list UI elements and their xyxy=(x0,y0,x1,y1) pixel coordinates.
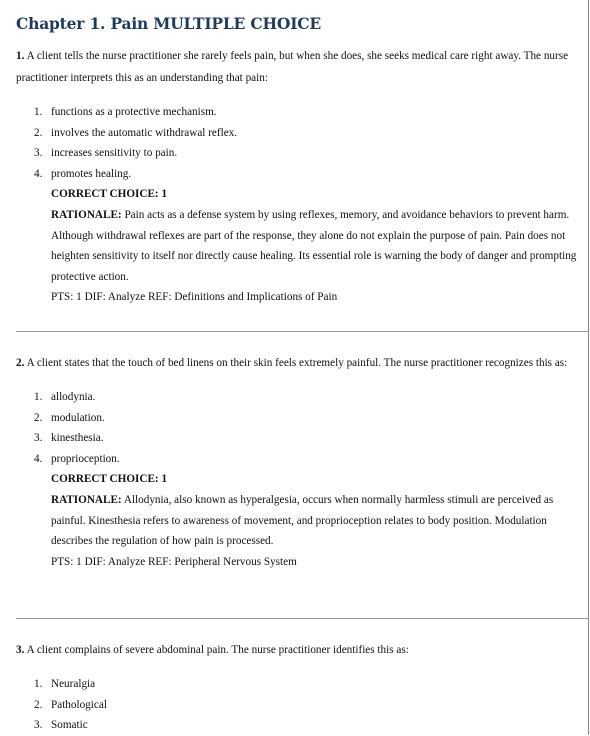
answer-option[interactable] xyxy=(16,102,582,123)
answer-option[interactable] xyxy=(16,428,582,449)
section-divider xyxy=(16,331,588,332)
option-text: promotes healing. xyxy=(51,167,132,180)
chapter-title: Chapter 1. Pain MULTIPLE CHOICE xyxy=(16,14,322,33)
option-text: Somatic xyxy=(51,719,88,732)
page-edge-line xyxy=(588,0,589,735)
rationale-label: RATIONALE: xyxy=(51,493,122,506)
answer-options xyxy=(16,674,582,736)
answer-block xyxy=(16,184,582,308)
answer-option[interactable] xyxy=(16,674,582,695)
option-text: Neuralgia xyxy=(51,678,96,690)
answer-option[interactable] xyxy=(16,449,582,470)
answer-option[interactable] xyxy=(16,387,582,408)
rationale-text: Allodynia, also known as hyperalgesia, occurs when normally harmless stimuli are perceived as painful. Kinesthesia refers to awareness of movement, and proprioception relates to body position. Modulation describes the regulation of how pain is processed. xyxy=(51,493,554,548)
option-number: 1. xyxy=(34,106,43,118)
rationale xyxy=(51,205,582,287)
answer-option[interactable] xyxy=(16,408,582,429)
option-text: modulation. xyxy=(51,411,105,424)
option-number: 2. xyxy=(34,698,43,711)
question-text: A client tells the nurse practitioner she rarely feels pain, but when she does, she seeks medical care right away. The nurse practitioner interprets this as an understanding that pain: xyxy=(16,50,569,84)
option-text: increases sensitivity to pain. xyxy=(51,147,178,160)
answer-block xyxy=(16,469,582,572)
answer-options xyxy=(16,387,582,469)
answer-option[interactable] xyxy=(16,695,582,716)
answer-option[interactable] xyxy=(16,715,582,736)
option-number: 1. xyxy=(34,678,43,690)
question-number: 2. xyxy=(16,357,25,369)
option-text: kinesthesia. xyxy=(51,432,104,445)
option-text: allodynia. xyxy=(51,391,96,403)
answer-option[interactable] xyxy=(16,164,582,185)
question-3 xyxy=(16,639,582,736)
question-stem xyxy=(16,45,582,89)
option-text: proprioception. xyxy=(51,452,120,465)
option-number: 4. xyxy=(34,167,43,180)
question-meta: PTS: 1 DIF: Analyze REF: Definitions and Implications of Pain xyxy=(51,291,338,304)
option-number: 3. xyxy=(34,719,43,732)
rationale xyxy=(51,490,582,552)
option-number: 2. xyxy=(34,126,43,139)
question-text: A client complains of severe abdominal pain. The nurse practitioner identifies this as: xyxy=(26,644,409,656)
option-text: Pathological xyxy=(51,698,107,711)
option-number: 2. xyxy=(34,411,43,424)
section-divider xyxy=(16,618,588,619)
question-number: 1. xyxy=(16,50,25,62)
answer-option[interactable] xyxy=(16,143,582,164)
answer-options xyxy=(16,102,582,184)
answer-option[interactable] xyxy=(16,123,582,144)
option-number: 3. xyxy=(34,432,43,445)
rationale-label: RATIONALE: xyxy=(51,208,122,221)
option-text: functions as a protective mechanism. xyxy=(51,106,217,118)
option-number: 4. xyxy=(34,452,43,465)
question-2 xyxy=(16,352,582,572)
question-stem xyxy=(16,352,582,374)
option-text: involves the automatic withdrawal reflex. xyxy=(51,126,238,139)
option-number: 3. xyxy=(34,147,43,160)
question-text: A client states that the touch of bed linens on their skin feels extremely painful. The nurse practitioner recognizes this as: xyxy=(26,357,568,369)
option-number: 1. xyxy=(34,391,43,403)
question-1 xyxy=(16,45,582,308)
rationale-text: Pain acts as a defense system by using reflexes, memory, and avoidance behaviors to prevent harm. Although withdrawal reflexes are part of the response, they alone do not explain the purpose of pain. Pain does not heighten sensitivity to itself nor directly cause healing. Its essential role is warning the body of danger and prompting protective action. xyxy=(51,208,577,283)
question-stem xyxy=(16,639,582,661)
correct-choice: CORRECT CHOICE: 1 xyxy=(51,473,168,486)
question-number: 3. xyxy=(16,644,25,656)
correct-choice: CORRECT CHOICE: 1 xyxy=(51,188,168,201)
question-meta: PTS: 1 DIF: Analyze REF: Peripheral Nervous System xyxy=(51,555,297,568)
